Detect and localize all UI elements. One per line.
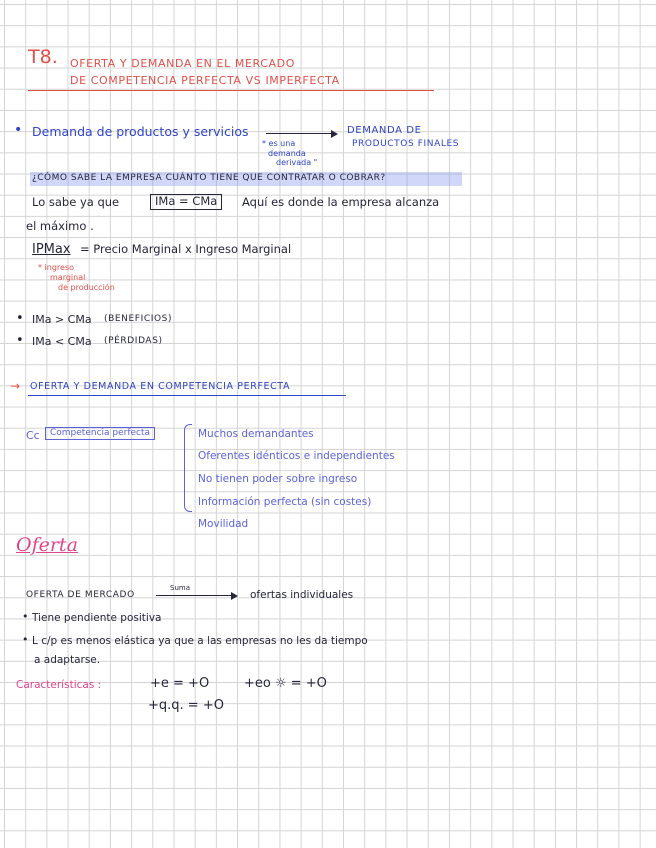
answer-line2: el máximo . xyxy=(26,219,94,233)
demanda-finales-1: DEMANDA DE xyxy=(347,125,422,136)
page-title-line2: DE COMPETENCIA PERFECTA VS IMPERFECTA xyxy=(70,74,340,87)
competencia-item: No tienen poder sobre ingreso xyxy=(198,473,358,485)
ipmax-term: IPMax xyxy=(32,242,71,257)
ima-cma-box: IMa = CMa xyxy=(150,194,222,210)
demanda-arrow xyxy=(266,133,336,134)
demanda-bullet: • xyxy=(14,122,23,138)
competencia-item: Oferentes idénticos e independientes xyxy=(198,450,395,462)
demanda-text: Demanda de productos y servicios xyxy=(32,124,249,139)
oferta-bullet-elastica-cont: a adaptarse. xyxy=(34,654,101,666)
bullet-perdidas-note: (PÉRDIDAS) xyxy=(104,336,163,346)
competencia-item: Muchos demandantes xyxy=(198,428,314,440)
title-underline xyxy=(28,90,434,91)
oferta-bullet-pendiente: Tiene pendiente positiva xyxy=(32,612,162,624)
topic-number: T8. xyxy=(28,46,58,68)
competencia-bracket xyxy=(184,424,192,512)
formula-1: +e = +O xyxy=(150,676,210,691)
bullet-beneficios: IMa > CMa xyxy=(32,313,92,326)
competencia-item: Información perfecta (sin costes) xyxy=(198,496,372,508)
oferta-mercado-right: ofertas individuales xyxy=(250,589,354,601)
ipmax-note-3: de producción xyxy=(58,283,115,292)
oferta-arrow xyxy=(156,595,236,596)
answer-text-cont: Aquí es donde la empresa alcanza xyxy=(242,195,440,209)
competencia-box: Competencia perfecta xyxy=(45,427,155,440)
section-underline xyxy=(28,395,346,396)
caracteristicas-label: Características : xyxy=(16,679,102,691)
page-title-line1: OFERTA Y DEMANDA EN EL MERCADO xyxy=(70,57,295,70)
oferta-mercado-left: OFERTA DE MERCADO xyxy=(26,590,135,600)
bullet-perdidas: IMa < CMa xyxy=(32,335,92,348)
oferta-bullet-elastica: L c/p es menos elástica ya que a las empresas no les da tiempo xyxy=(32,635,368,647)
ipmax-note-1: * ingreso xyxy=(38,263,75,272)
section-arrow: → xyxy=(10,379,21,393)
section-competencia-title: OFERTA Y DEMANDA EN COMPETENCIA PERFECTA xyxy=(30,381,291,392)
answer-text: Lo sabe ya que xyxy=(32,195,120,209)
bullet-dot: • xyxy=(16,311,24,326)
formula-3: +q.q. = +O xyxy=(148,698,224,713)
ipmax-definition: = Precio Marginal x Ingreso Marginal xyxy=(80,242,292,256)
demanda-note-3: derivada " xyxy=(276,158,318,167)
demanda-finales-2: PRODUCTOS FINALES xyxy=(352,139,460,149)
bullet-dot: • xyxy=(16,333,24,348)
competencia-item: Movilidad xyxy=(198,518,249,530)
formula-2: +eo ☼ = +O xyxy=(244,676,327,691)
demanda-note-2: demanda xyxy=(268,149,306,158)
question-text: ¿CÓMO SABE LA EMPRESA CUÁNTO TIENE QUE CONTRATAR O COBRAR? xyxy=(32,173,386,183)
oferta-bullet-dot: • xyxy=(22,610,29,623)
oferta-heading: Oferta xyxy=(16,534,78,556)
cc-prefix: Cc xyxy=(26,429,40,442)
ipmax-note-2: marginal xyxy=(50,273,86,282)
demanda-note-1: * es una xyxy=(262,139,296,148)
bullet-beneficios-note: (BENEFICIOS) xyxy=(104,314,173,324)
oferta-suma-label: Suma xyxy=(170,584,190,592)
oferta-bullet-dot: • xyxy=(22,633,29,646)
